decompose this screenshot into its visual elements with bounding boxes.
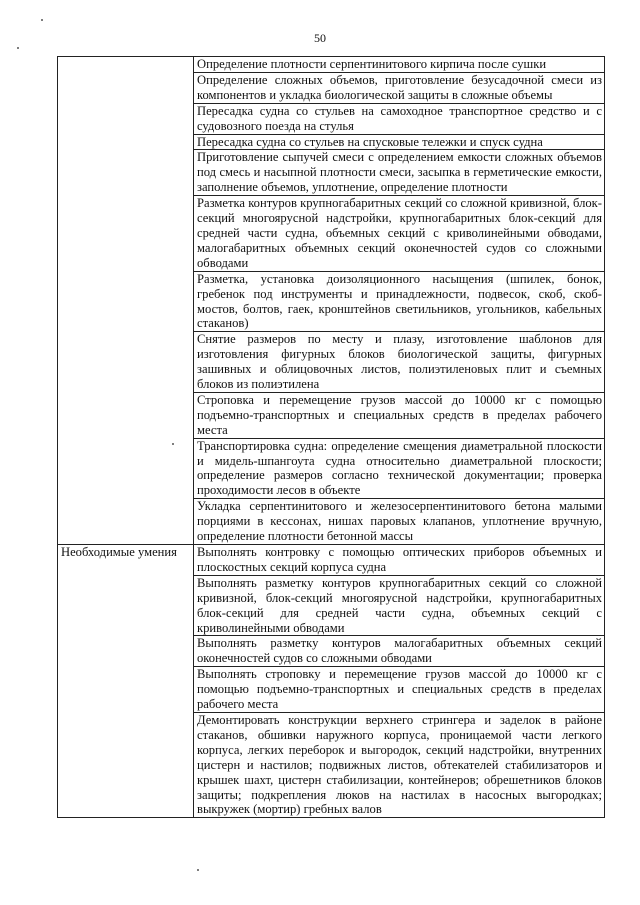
table-row [58,545,605,576]
table-row [58,57,605,73]
row-text: Пересадка судна со стульев на самоходное транспортное средство и с судовозного поезда на стулья [194,103,605,134]
page-number: 50 [314,31,326,45]
row-text: Выполнять контровку с помощью оптических приборов объемных и плоскостных секций корпуса судна [194,545,605,576]
scan-speck [17,47,19,49]
row-text: Выполнять строповку и перемещение грузов массой до 10000 кг с помощью подъемно-транспортных и специальных средств в пределах рабочего места [194,667,605,713]
row-text: Выполнять разметку контуров крупногабаритных секций со сложной кривизной, блок-секций многоярусной надстройки, крупногабаритных блок-секций для средней части судна, объемных секций с криволинейными обводами [194,575,605,636]
row-text: Выполнять разметку контуров малогабаритных объемных секций оконечностей судов со сложными обводами [194,636,605,667]
row-text: Снятие размеров по месту и плазу, изготовление шаблонов для изготовления фигурных блоков биологической защиты, фигурных зашивных и облицовочных листов, полиэтиленовых плит и съемных блоков из полиэтилена [194,332,605,393]
row-text: Демонтировать конструкции верхнего стрингера и заделок в районе стаканов, обшивки наружного корпуса, проницаемой части легкого корпуса, легких переборок и выгородок, секций надстройки, внутренних цистерн и настилов; подвижных листов, обтекателей стабилизаторов и крышек шахт, цистерн стабилизации, контейнеров; обрешетников блоков защиты; подкрепления люков на настилах в насосных выгородках; выкружек (мортир) гребных валов [194,712,605,817]
row-label-empty [58,57,194,545]
row-text: Разметка контуров крупногабаритных секций со сложной кривизной, блок-секций многоярусной надстройки, крупногабаритных блок-секций для средней части судна, объемных секций с криволинейными обводами, малогабаритных объемных секций оконечностей судов со сложными обводами [194,196,605,272]
scan-speck [41,19,43,21]
row-text: Строповка и перемещение грузов массой до 10000 кг с помощью подъемно-транспортных и специальных средств в пределах рабочего места [194,392,605,438]
content-table [57,56,605,818]
row-text: Укладка серпентинитового и железосерпентинитового бетона малыми порциями в кессонах, нишах паровых клапанов, уплотнение вручную, определение плотности бетонной массы [194,499,605,545]
row-text: Пересадка судна со стульев на спусковые тележки и спуск судна [194,134,605,150]
row-text: Транспортировка судна: определение смещения диаметральной плоскости и мидель-шпангоута судна относительно диаметральной плоскости; определение размеров согласно технической документации; проверка проходимости лесов в объекте [194,438,605,499]
row-text: Определение сложных объемов, приготовление безусадочной смеси из компонентов и укладка биологической защиты в сложные объемы [194,72,605,103]
row-label-skills: Необходимые умения [58,545,194,818]
row-text: Разметка, установка доизоляционного насыщения (шпилек, бонок, гребенок под инструменты и принадлежности, подвесок, скоб, скоб-мостов, болтов, гаек, кронштейнов светильников, угольников, кабельных стаканов) [194,271,605,332]
row-text: Определение плотности серпентинитового кирпича после сушки [194,57,605,73]
scan-speck [197,869,199,871]
row-text: Приготовление сыпучей смеси с определением емкости сложных объемов под смесь и насыпной плотности смеси, засыпка в герметические емкости, заполнение объемов, уплотнение, определение плотности [194,150,605,196]
